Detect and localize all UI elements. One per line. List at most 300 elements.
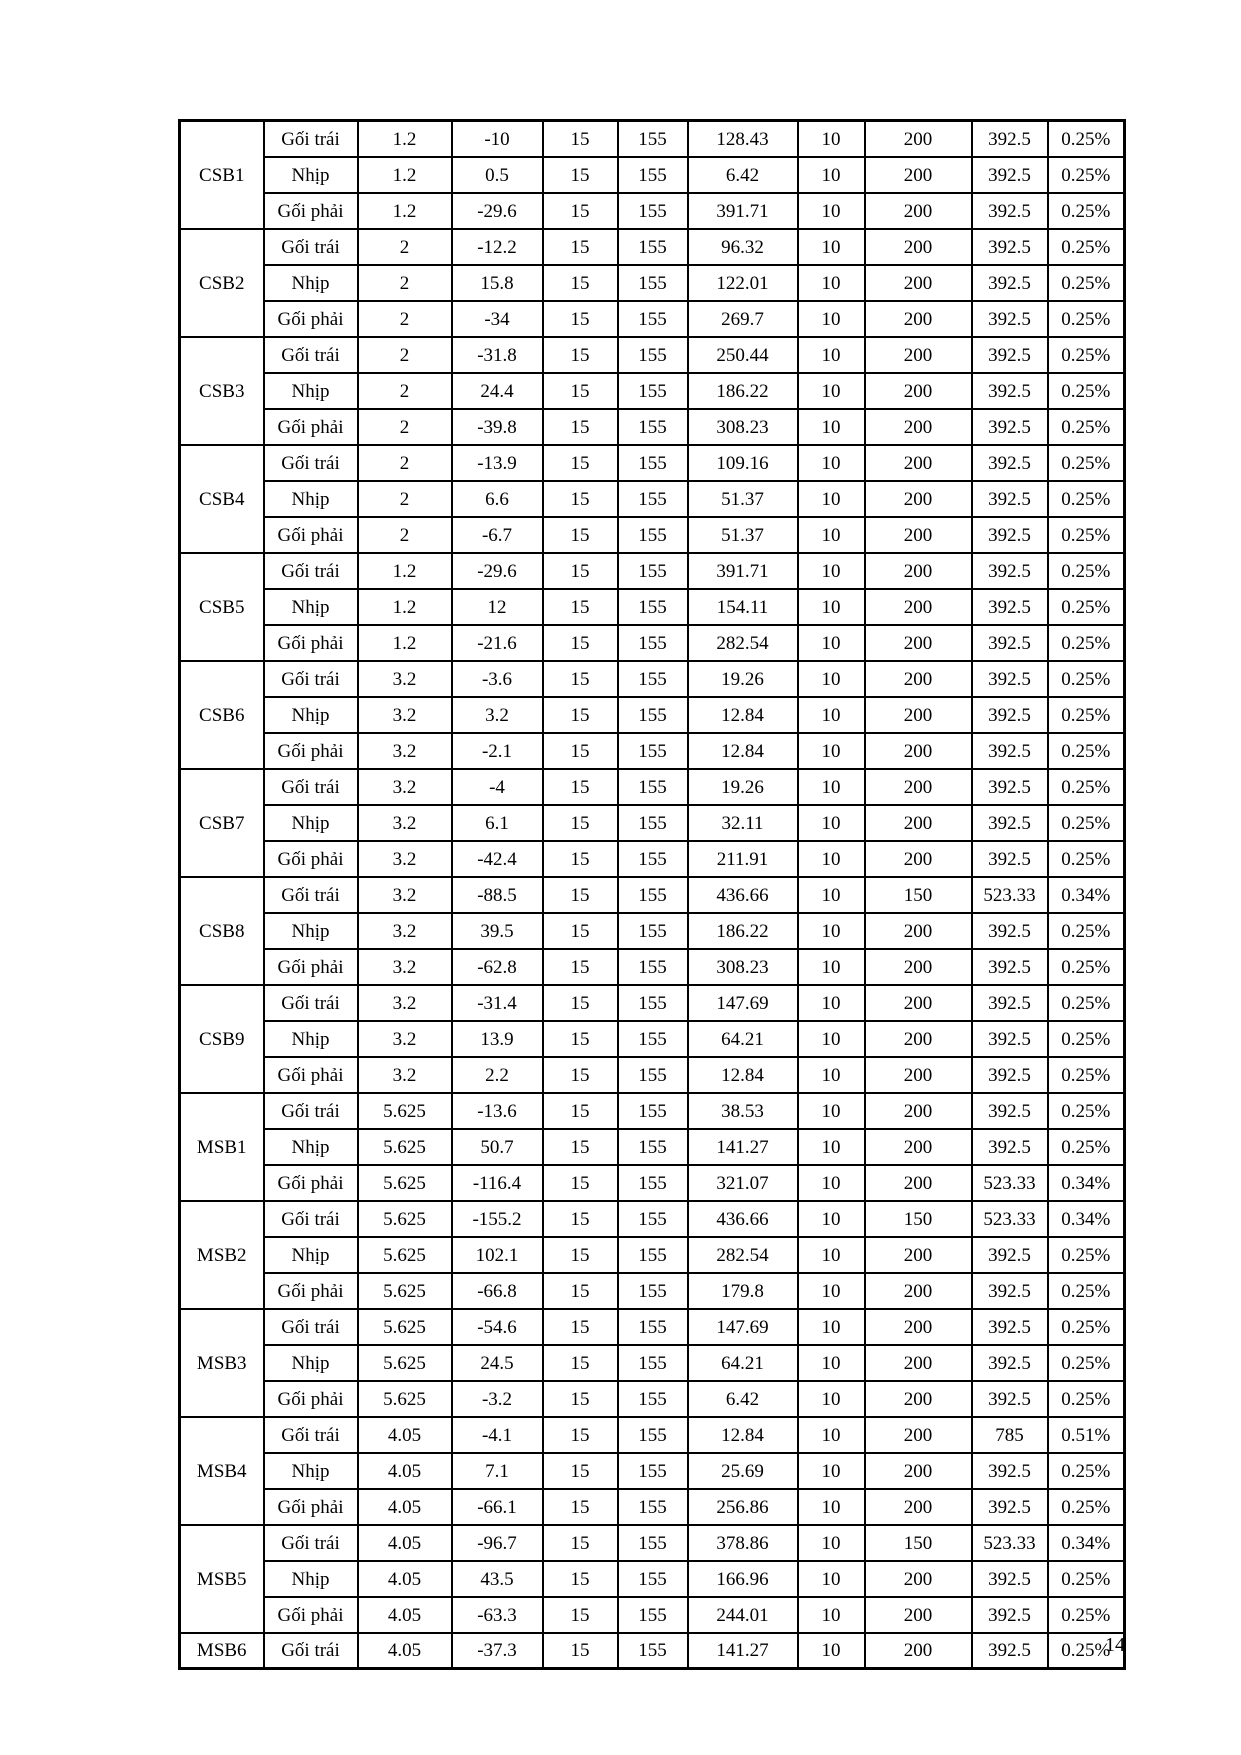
table-cell: 2 xyxy=(358,301,452,337)
table-cell: 0.25% xyxy=(1048,661,1125,697)
table-cell: 200 xyxy=(865,1633,972,1669)
position-cell: Gối trái xyxy=(264,1309,358,1345)
table-cell: 3.2 xyxy=(358,805,452,841)
table-cell: 4.05 xyxy=(358,1489,452,1525)
position-cell: Nhịp xyxy=(264,1453,358,1489)
table-cell: 5.625 xyxy=(358,1273,452,1309)
table-row xyxy=(180,121,1125,158)
table-cell: 392.5 xyxy=(972,1273,1048,1309)
table-cell: 0.25% xyxy=(1048,337,1125,373)
table-cell: 0.34% xyxy=(1048,1201,1125,1237)
table-cell: 0.25% xyxy=(1048,1129,1125,1165)
position-cell: Gối phải xyxy=(264,1057,358,1093)
table-cell: 10 xyxy=(798,769,865,805)
table-cell: 51.37 xyxy=(688,481,798,517)
position-cell: Nhịp xyxy=(264,913,358,949)
table-cell: 200 xyxy=(865,445,972,481)
table-cell: 0.25% xyxy=(1048,229,1125,265)
table-cell: 3.2 xyxy=(358,949,452,985)
table-cell: 200 xyxy=(865,1561,972,1597)
table-cell: 15 xyxy=(543,1093,618,1129)
table-cell: 10 xyxy=(798,229,865,265)
table-row xyxy=(180,1381,1125,1417)
table-cell: 155 xyxy=(618,1309,688,1345)
table-cell: 10 xyxy=(798,877,865,913)
table-cell: 15 xyxy=(543,517,618,553)
table-row xyxy=(180,1021,1125,1057)
position-cell: Nhịp xyxy=(264,1129,358,1165)
table-cell: 155 xyxy=(618,661,688,697)
table-cell: 155 xyxy=(618,445,688,481)
table-cell: 10 xyxy=(798,1057,865,1093)
table-cell: 15 xyxy=(543,1453,618,1489)
table-cell: 0.25% xyxy=(1048,1381,1125,1417)
position-cell: Gối phải xyxy=(264,1273,358,1309)
table-cell: 6.6 xyxy=(452,481,543,517)
table-cell: 1.2 xyxy=(358,193,452,229)
table-cell: 15 xyxy=(543,1201,618,1237)
table-cell: 10 xyxy=(798,1273,865,1309)
table-row xyxy=(180,1597,1125,1633)
table-row xyxy=(180,1273,1125,1309)
position-cell: Gối trái xyxy=(264,1525,358,1561)
table-cell: 155 xyxy=(618,229,688,265)
table-cell: 0.25% xyxy=(1048,157,1125,193)
position-cell: Gối phải xyxy=(264,409,358,445)
table-cell: 155 xyxy=(618,301,688,337)
table-cell: 0.25% xyxy=(1048,805,1125,841)
table-cell: 155 xyxy=(618,373,688,409)
table-cell: 10 xyxy=(798,373,865,409)
table-cell: 3.2 xyxy=(358,1021,452,1057)
table-cell: 1.2 xyxy=(358,625,452,661)
table-cell: -66.8 xyxy=(452,1273,543,1309)
table-cell: 150 xyxy=(865,1201,972,1237)
table-cell: 0.25% xyxy=(1048,625,1125,661)
table-row xyxy=(180,877,1125,913)
table-cell: 2 xyxy=(358,373,452,409)
table-cell: 2 xyxy=(358,265,452,301)
table-cell: -39.8 xyxy=(452,409,543,445)
table-cell: 200 xyxy=(865,769,972,805)
table-cell: 392.5 xyxy=(972,1057,1048,1093)
table-cell: 15 xyxy=(543,229,618,265)
table-cell: 200 xyxy=(865,733,972,769)
table-cell: 13.9 xyxy=(452,1021,543,1057)
table-cell: 15 xyxy=(543,1129,618,1165)
table-cell: 200 xyxy=(865,301,972,337)
table-cell: 200 xyxy=(865,1381,972,1417)
table-cell: 5.625 xyxy=(358,1381,452,1417)
table-cell: 391.71 xyxy=(688,553,798,589)
table-cell: 15 xyxy=(543,121,618,158)
table-cell: 3.2 xyxy=(358,733,452,769)
position-cell: Gối phải xyxy=(264,517,358,553)
table-cell: 1.2 xyxy=(358,157,452,193)
table-cell: 0.25% xyxy=(1048,1057,1125,1093)
table-cell: 0.25% xyxy=(1048,517,1125,553)
table-cell: 10 xyxy=(798,1345,865,1381)
table-row xyxy=(180,949,1125,985)
group-label-cell: CSB4 xyxy=(180,445,264,553)
position-cell: Nhịp xyxy=(264,157,358,193)
table-cell: 5.625 xyxy=(358,1345,452,1381)
position-cell: Nhịp xyxy=(264,1021,358,1057)
table-cell: 64.21 xyxy=(688,1345,798,1381)
table-cell: 3.2 xyxy=(452,697,543,733)
position-cell: Gối trái xyxy=(264,1201,358,1237)
table-cell: 2 xyxy=(358,517,452,553)
table-row xyxy=(180,409,1125,445)
table-cell: 186.22 xyxy=(688,913,798,949)
table-cell: 4.05 xyxy=(358,1417,452,1453)
table-cell: 155 xyxy=(618,1021,688,1057)
table-cell: 10 xyxy=(798,589,865,625)
table-cell: -37.3 xyxy=(452,1633,543,1669)
table-cell: 186.22 xyxy=(688,373,798,409)
table-cell: 200 xyxy=(865,1129,972,1165)
table-row xyxy=(180,1417,1125,1453)
table-cell: 392.5 xyxy=(972,661,1048,697)
table-cell: -116.4 xyxy=(452,1165,543,1201)
table-cell: 0.25% xyxy=(1048,769,1125,805)
position-cell: Gối trái xyxy=(264,229,358,265)
table-row xyxy=(180,985,1125,1021)
table-cell: 392.5 xyxy=(972,1237,1048,1273)
position-cell: Gối trái xyxy=(264,553,358,589)
table-cell: 0.25% xyxy=(1048,1633,1125,1669)
table-cell: 4.05 xyxy=(358,1525,452,1561)
table-row xyxy=(180,697,1125,733)
table-cell: 15 xyxy=(543,913,618,949)
table-cell: 10 xyxy=(798,1525,865,1561)
table-row xyxy=(180,301,1125,337)
table-cell: 15 xyxy=(543,193,618,229)
table-cell: 0.25% xyxy=(1048,553,1125,589)
table-cell: 155 xyxy=(618,1273,688,1309)
table-cell: 10 xyxy=(798,1417,865,1453)
position-cell: Gối phải xyxy=(264,625,358,661)
table-cell: 0.34% xyxy=(1048,1525,1125,1561)
table-cell: 0.25% xyxy=(1048,409,1125,445)
table-cell: 10 xyxy=(798,949,865,985)
table-cell: 109.16 xyxy=(688,445,798,481)
table-cell: -54.6 xyxy=(452,1309,543,1345)
table-cell: 200 xyxy=(865,409,972,445)
table-cell: 5.625 xyxy=(358,1093,452,1129)
table-cell: 0.25% xyxy=(1048,841,1125,877)
table-cell: 5.625 xyxy=(358,1237,452,1273)
table-cell: 0.5 xyxy=(452,157,543,193)
table-row xyxy=(180,553,1125,589)
table-cell: 155 xyxy=(618,1201,688,1237)
table-cell: 391.71 xyxy=(688,193,798,229)
table-cell: 155 xyxy=(618,1561,688,1597)
table-cell: 154.11 xyxy=(688,589,798,625)
position-cell: Nhịp xyxy=(264,589,358,625)
table-row xyxy=(180,373,1125,409)
group-label-cell: CSB5 xyxy=(180,553,264,661)
table-body xyxy=(180,121,1125,1669)
table-cell: 15.8 xyxy=(452,265,543,301)
table-cell: 785 xyxy=(972,1417,1048,1453)
table-cell: 155 xyxy=(618,193,688,229)
position-cell: Nhịp xyxy=(264,697,358,733)
table-cell: 10 xyxy=(798,625,865,661)
table-cell: 0.25% xyxy=(1048,1309,1125,1345)
table-cell: 392.5 xyxy=(972,1633,1048,1669)
table-cell: 15 xyxy=(543,1597,618,1633)
table-cell: 200 xyxy=(865,625,972,661)
table-cell: 392.5 xyxy=(972,625,1048,661)
table-cell: 141.27 xyxy=(688,1633,798,1669)
table-cell: 200 xyxy=(865,805,972,841)
table-cell: -29.6 xyxy=(452,553,543,589)
table-cell: 15 xyxy=(543,769,618,805)
table-cell: 200 xyxy=(865,1345,972,1381)
table-cell: 10 xyxy=(798,913,865,949)
table-row xyxy=(180,769,1125,805)
table-cell: 15 xyxy=(543,661,618,697)
table-cell: 0.51% xyxy=(1048,1417,1125,1453)
table-cell: 269.7 xyxy=(688,301,798,337)
table-cell: 10 xyxy=(798,661,865,697)
table-cell: 392.5 xyxy=(972,409,1048,445)
table-cell: 4.05 xyxy=(358,1453,452,1489)
table-cell: 155 xyxy=(618,985,688,1021)
table-cell: 15 xyxy=(543,157,618,193)
table-cell: 155 xyxy=(618,877,688,913)
table-cell: 15 xyxy=(543,805,618,841)
page-number: 14 xyxy=(1105,1634,1125,1656)
table-cell: 141.27 xyxy=(688,1129,798,1165)
table-cell: 155 xyxy=(618,157,688,193)
table-cell: 0.25% xyxy=(1048,481,1125,517)
table-cell: 15 xyxy=(543,553,618,589)
table-row xyxy=(180,661,1125,697)
table-cell: 15 xyxy=(543,1633,618,1669)
table-cell: 15 xyxy=(543,337,618,373)
table-cell: 12.84 xyxy=(688,1417,798,1453)
table-cell: 392.5 xyxy=(972,373,1048,409)
group-label-cell: CSB9 xyxy=(180,985,264,1093)
table-cell: 155 xyxy=(618,1417,688,1453)
table-cell: 15 xyxy=(543,1345,618,1381)
table-cell: 10 xyxy=(798,409,865,445)
table-cell: 150 xyxy=(865,877,972,913)
table-row xyxy=(180,1237,1125,1273)
table-cell: 155 xyxy=(618,1093,688,1129)
table-cell: 0.25% xyxy=(1048,445,1125,481)
table-cell: 15 xyxy=(543,1309,618,1345)
position-cell: Nhịp xyxy=(264,481,358,517)
position-cell: Gối phải xyxy=(264,733,358,769)
position-cell: Gối trái xyxy=(264,661,358,697)
table-cell: 392.5 xyxy=(972,337,1048,373)
position-cell: Gối trái xyxy=(264,121,358,158)
table-cell: 523.33 xyxy=(972,1165,1048,1201)
table-cell: 6.1 xyxy=(452,805,543,841)
table-cell: 15 xyxy=(543,373,618,409)
table-row xyxy=(180,157,1125,193)
table-cell: 0.25% xyxy=(1048,733,1125,769)
table-cell: -4 xyxy=(452,769,543,805)
table-cell: 39.5 xyxy=(452,913,543,949)
group-label-cell: MSB3 xyxy=(180,1309,264,1417)
table-cell: 3.2 xyxy=(358,877,452,913)
table-cell: 179.8 xyxy=(688,1273,798,1309)
table-cell: -31.8 xyxy=(452,337,543,373)
table-cell: 1.2 xyxy=(358,121,452,158)
table-cell: 43.5 xyxy=(452,1561,543,1597)
table-cell: 0.25% xyxy=(1048,913,1125,949)
table-cell: 392.5 xyxy=(972,157,1048,193)
table-cell: 10 xyxy=(798,265,865,301)
table-cell: 392.5 xyxy=(972,301,1048,337)
table-row xyxy=(180,733,1125,769)
table-cell: 10 xyxy=(798,805,865,841)
table-cell: 200 xyxy=(865,1417,972,1453)
table-cell: -2.1 xyxy=(452,733,543,769)
table-cell: 200 xyxy=(865,1489,972,1525)
table-row xyxy=(180,1165,1125,1201)
table-cell: -63.3 xyxy=(452,1597,543,1633)
table-cell: 200 xyxy=(865,913,972,949)
table-cell: 15 xyxy=(543,481,618,517)
table-cell: 155 xyxy=(618,1345,688,1381)
table-cell: 155 xyxy=(618,1057,688,1093)
table-cell: 12 xyxy=(452,589,543,625)
table-cell: 155 xyxy=(618,481,688,517)
table-cell: 10 xyxy=(798,1201,865,1237)
table-cell: 15 xyxy=(543,1561,618,1597)
table-cell: 200 xyxy=(865,841,972,877)
table-cell: 392.5 xyxy=(972,1489,1048,1525)
table-cell: 10 xyxy=(798,1597,865,1633)
table-cell: 392.5 xyxy=(972,589,1048,625)
table-cell: 392.5 xyxy=(972,1453,1048,1489)
table-row xyxy=(180,445,1125,481)
group-label-cell: CSB6 xyxy=(180,661,264,769)
table-cell: 200 xyxy=(865,1597,972,1633)
table-cell: 10 xyxy=(798,1633,865,1669)
table-cell: 0.34% xyxy=(1048,877,1125,913)
table-cell: 25.69 xyxy=(688,1453,798,1489)
table-cell: 15 xyxy=(543,877,618,913)
position-cell: Gối phải xyxy=(264,1381,358,1417)
table-cell: -3.2 xyxy=(452,1381,543,1417)
table-cell: 15 xyxy=(543,1489,618,1525)
table-cell: 0.25% xyxy=(1048,1489,1125,1525)
table-cell: 0.34% xyxy=(1048,1165,1125,1201)
table-cell: 392.5 xyxy=(972,1345,1048,1381)
table-cell: 0.25% xyxy=(1048,1345,1125,1381)
table-cell: 3.2 xyxy=(358,1057,452,1093)
table-cell: 3.2 xyxy=(358,697,452,733)
table-cell: 10 xyxy=(798,733,865,769)
table-cell: 3.2 xyxy=(358,913,452,949)
table-cell: 10 xyxy=(798,193,865,229)
table-cell: 392.5 xyxy=(972,769,1048,805)
table-cell: 200 xyxy=(865,589,972,625)
table-cell: 2 xyxy=(358,445,452,481)
table-cell: 10 xyxy=(798,985,865,1021)
table-cell: 2 xyxy=(358,337,452,373)
table-cell: 155 xyxy=(618,769,688,805)
table-cell: 4.05 xyxy=(358,1633,452,1669)
group-label-cell: MSB4 xyxy=(180,1417,264,1525)
table-cell: 10 xyxy=(798,301,865,337)
table-cell: 10 xyxy=(798,841,865,877)
table-cell: 392.5 xyxy=(972,193,1048,229)
table-cell: -4.1 xyxy=(452,1417,543,1453)
table-cell: 392.5 xyxy=(972,229,1048,265)
table-cell: 155 xyxy=(618,121,688,158)
table-cell: 392.5 xyxy=(972,1381,1048,1417)
table-row xyxy=(180,1633,1125,1669)
table-cell: 392.5 xyxy=(972,1597,1048,1633)
position-cell: Gối trái xyxy=(264,769,358,805)
table-cell: 4.05 xyxy=(358,1561,452,1597)
table-cell: 1.2 xyxy=(358,589,452,625)
position-cell: Gối trái xyxy=(264,445,358,481)
table-cell: 155 xyxy=(618,409,688,445)
table-cell: 155 xyxy=(618,805,688,841)
position-cell: Gối trái xyxy=(264,337,358,373)
table-cell: 15 xyxy=(543,1381,618,1417)
table-cell: 32.11 xyxy=(688,805,798,841)
table-row xyxy=(180,589,1125,625)
table-cell: 200 xyxy=(865,949,972,985)
table-cell: 10 xyxy=(798,1489,865,1525)
table-cell: 392.5 xyxy=(972,841,1048,877)
table-cell: 392.5 xyxy=(972,985,1048,1021)
table-cell: -62.8 xyxy=(452,949,543,985)
table-cell: 150 xyxy=(865,1525,972,1561)
table-cell: 155 xyxy=(618,1381,688,1417)
table-cell: 392.5 xyxy=(972,1021,1048,1057)
table-cell: 10 xyxy=(798,1165,865,1201)
table-cell: 200 xyxy=(865,1093,972,1129)
table-cell: 10 xyxy=(798,1381,865,1417)
position-cell: Gối trái xyxy=(264,985,358,1021)
table-cell: 155 xyxy=(618,841,688,877)
table-cell: 0.25% xyxy=(1048,265,1125,301)
table-cell: -96.7 xyxy=(452,1525,543,1561)
table-cell: 392.5 xyxy=(972,517,1048,553)
table-cell: 2 xyxy=(358,481,452,517)
position-cell: Nhịp xyxy=(264,1237,358,1273)
table-cell: 200 xyxy=(865,1165,972,1201)
table-cell: 523.33 xyxy=(972,1525,1048,1561)
table-cell: -13.6 xyxy=(452,1093,543,1129)
table-cell: 0.25% xyxy=(1048,1021,1125,1057)
table-cell: 200 xyxy=(865,1309,972,1345)
table-cell: 0.25% xyxy=(1048,1453,1125,1489)
table-cell: 0.25% xyxy=(1048,193,1125,229)
table-cell: 15 xyxy=(543,301,618,337)
group-label-cell: CSB2 xyxy=(180,229,264,337)
table-cell: 200 xyxy=(865,517,972,553)
table-cell: 15 xyxy=(543,1021,618,1057)
group-label-cell: MSB1 xyxy=(180,1093,264,1201)
table-cell: 155 xyxy=(618,913,688,949)
table-cell: 436.66 xyxy=(688,1201,798,1237)
table-cell: 155 xyxy=(618,625,688,661)
table-cell: 0.25% xyxy=(1048,1597,1125,1633)
table-cell: 155 xyxy=(618,1525,688,1561)
table-cell: 10 xyxy=(798,517,865,553)
